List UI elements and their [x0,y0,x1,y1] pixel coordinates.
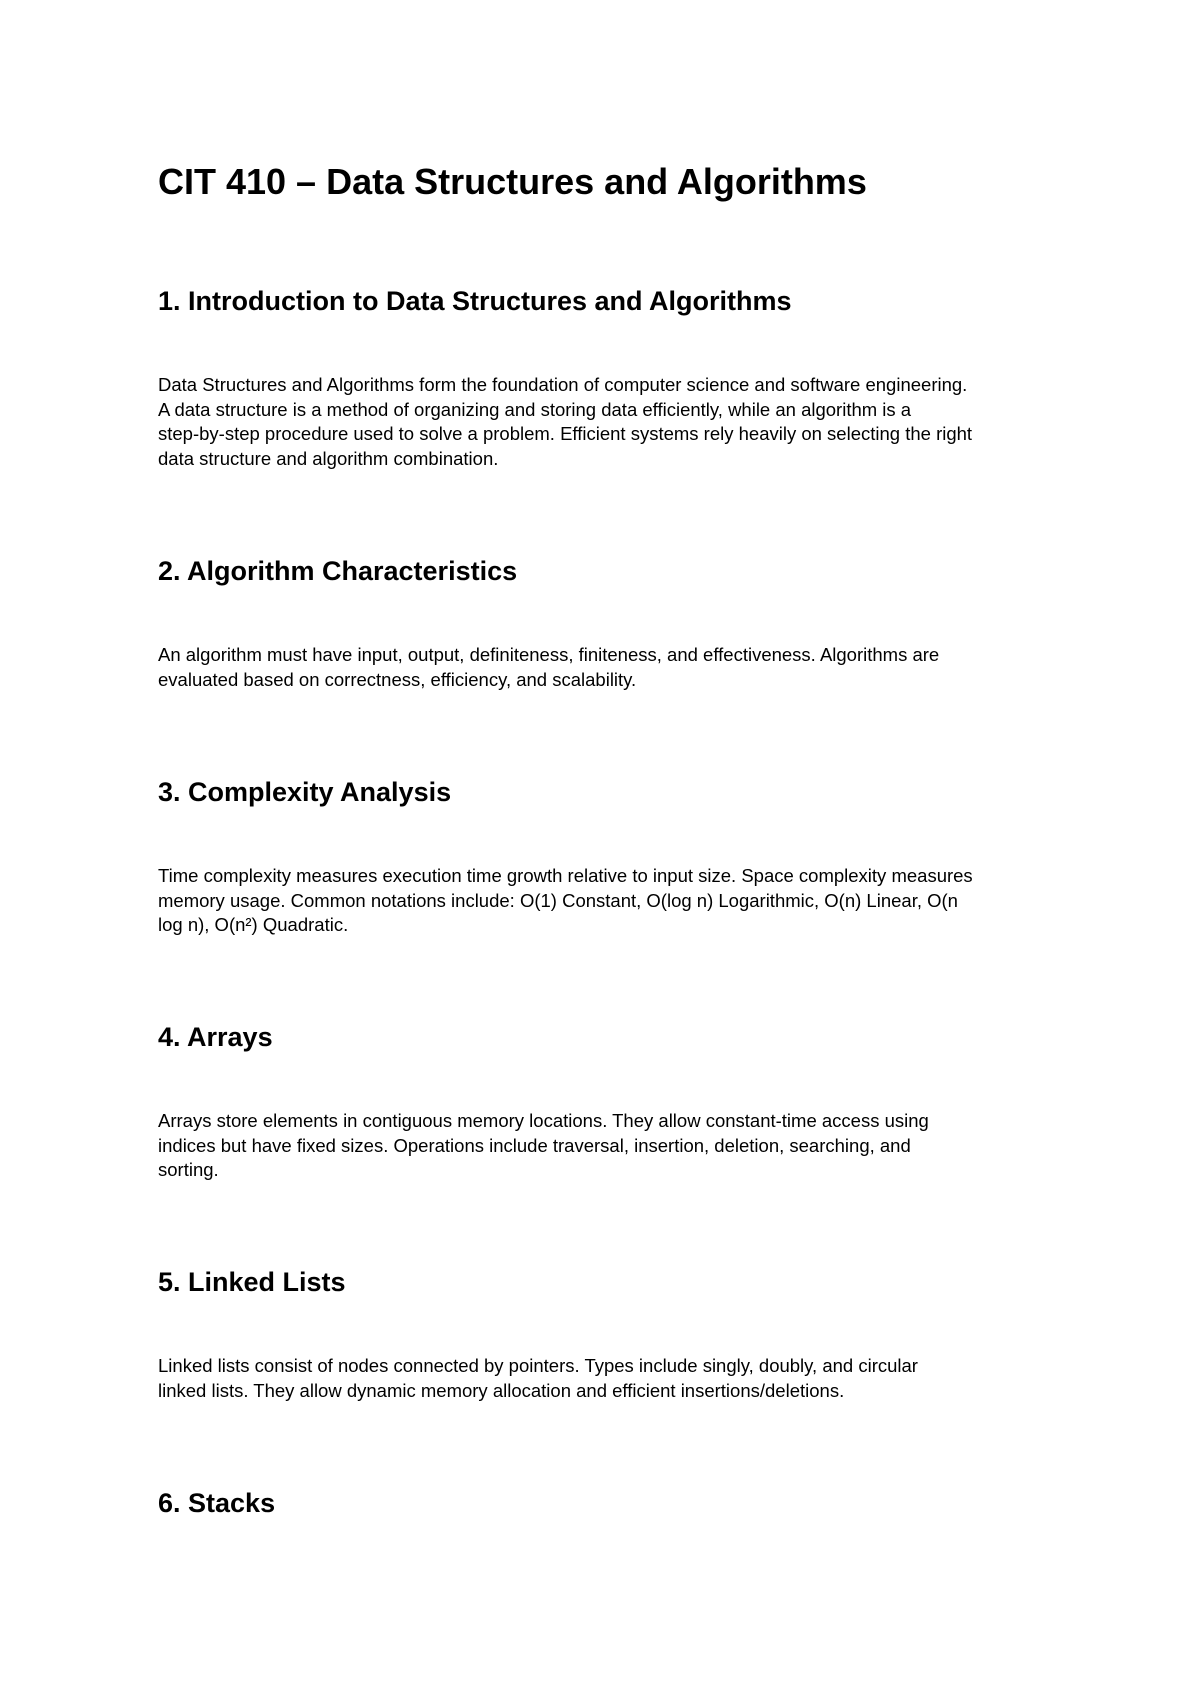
body-line: sorting. [158,1159,219,1180]
body-line: Arrays store elements in contiguous memory locations. They allow constant-time access using [158,1110,929,1131]
section-heading-algorithm-characteristics: 2. Algorithm Characteristics [158,556,518,586]
body-line: data structure and algorithm combination. [158,447,499,469]
section-body-arrays [158,1109,1063,1183]
section-heading-complexity-analysis: 3. Complexity Analysis [158,777,452,807]
body-line: log n), O(n²) Quadratic. [158,914,349,935]
document-title: CIT 410 – Data Structures and Algorithms [158,161,867,202]
body-line: step-by-step procedure used to solve a problem. Efficient systems rely heavily on selecting the right [158,423,973,444]
section-body-algorithm-characteristics [158,643,1063,692]
body-line: Linked lists consist of nodes connected by pointers. Types include singly, doubly, and circular [158,1355,918,1376]
body-line: Time complexity measures execution time growth relative to input size. Space complexity measures [158,865,973,886]
section-body-introduction [158,373,1063,471]
body-line: Data Structures and Algorithms form the foundation of computer science and software engineering. [158,374,968,395]
body-line: evaluated based on correctness, efficiency, and scalability. [158,668,637,690]
section-heading-linked-lists: 5. Linked Lists [158,1267,346,1297]
section-body-linked-lists [158,1354,1063,1403]
body-line: memory usage. Common notations include: O(1) Constant, O(log n) Logarithmic, O(n) Linear, O(n [158,889,958,911]
section-heading-stacks: 6. Stacks [158,1488,276,1518]
section-body-complexity-analysis [158,864,1063,938]
body-line: linked lists. They allow dynamic memory allocation and efficient insertions/deletions. [158,1379,845,1401]
section-heading-introduction: 1. Introduction to Data Structures and Algorithms [158,286,792,316]
body-line: indices but have fixed sizes. Operations include traversal, insertion, deletion, searching, and [158,1134,911,1156]
body-line: A data structure is a method of organizing and storing data efficiently, while an algorithm is a [158,398,912,420]
body-line: An algorithm must have input, output, definiteness, finiteness, and effectiveness. Algorithms are [158,644,940,665]
section-heading-arrays: 4. Arrays [158,1022,273,1052]
